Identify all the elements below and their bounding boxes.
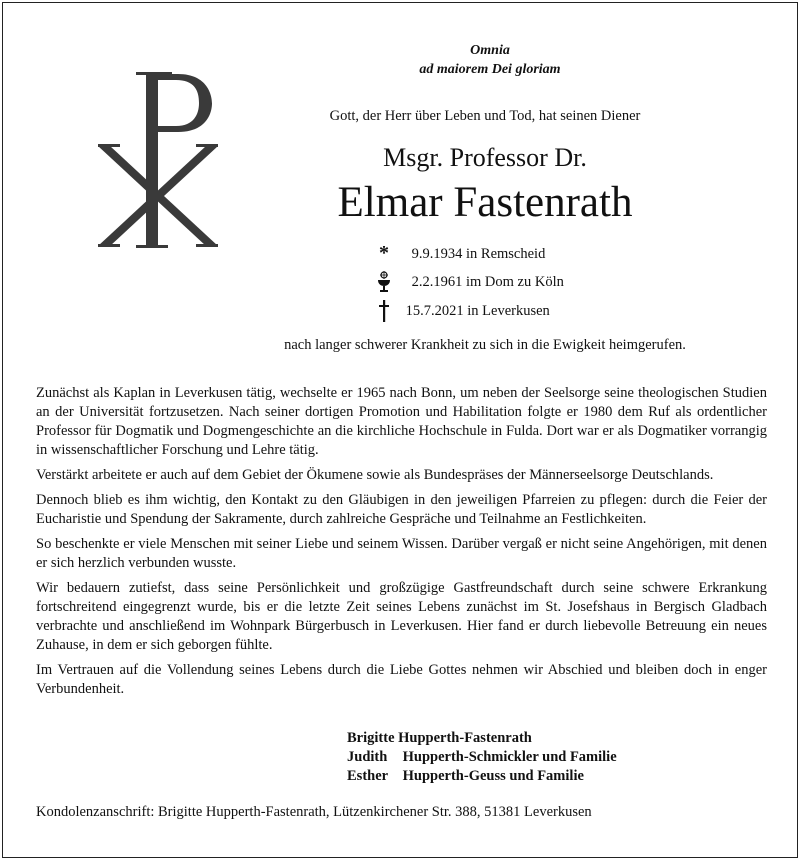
ordination-row [376,271,564,295]
signatory-surname: Hupperth-Geuss und Familie [402,768,584,784]
signatory [347,748,617,767]
biography-paragraph: Im Vertrauen auf die Vollendung seines Lebens durch die Liebe Gottes nehmen wir Abschied und bleiben doch in enger Verbundenheit. [36,662,767,697]
chi-rho-icon [98,68,218,253]
signatory-first-name: Brigitte [347,730,395,746]
biography-paragraph: Wir bedauern zutiefst, dass seine Persönlichkeit und großzügige Gastfreundschaft durch seine schwere Erkrankung fortschreitend eingegrenzt wurde, bis er die letzte Zeit seines Lebens zunächst im St. Josefshaus in Bergisch Gladbach verbrachte und anschließend im Wohnpark Bürgerbusch in Leverkusen. Hier fand er durch liebevolle Betreuung ein neues Zuhause, in dem er sich geborgen fühlte. [36,580,767,653]
called-home-line: nach langer schwerer Krankheit zu sich in die Ewigkeit heimgerufen. [284,337,686,353]
death-row [376,300,550,324]
signatory [347,767,617,786]
academic-title: Msgr. Professor Dr. [383,143,587,172]
signatory-first-name: Esther [347,768,389,784]
signatory-surname: Hupperth-Schmickler und Familie [402,749,617,765]
birth-row [376,243,545,267]
asterisk-birth-icon: * [379,242,389,264]
signatory-first-name: Judith [347,749,388,765]
condolence-address: Kondolenzanschrift: Brigitte Hupperth-Fastenrath, Lützenkirchener Str. 388, 51381 Leverkusen [36,804,592,820]
signatory [347,729,617,748]
motto-line-1: Omnia [470,43,510,58]
intro-line: Gott, der Herr über Leben und Tod, hat seinen Diener [329,108,641,124]
birth-text: 9.9.1934 in Remscheid [411,246,546,262]
chalice-ordination-icon [376,271,392,298]
deceased-name: Elmar Fastenrath [337,179,633,226]
death-text: 15.7.2021 in Leverkusen [405,303,550,319]
biography-paragraph: Dennoch blieb es ihm wichtig, den Kontakt zu den Gläubigen in den jeweiligen Pfarreien zu pflegen: durch die Feier der Eucharistie und Spendung der Sakramente, durch zahlreiche Gespräche und Teilnahme an Festlichkeiten. [36,492,767,527]
signatory-surname: Hupperth-Fastenrath [398,730,532,746]
motto-line-2: ad maiorem Dei gloriam [419,62,561,77]
biography-paragraph: Zunächst als Kaplan in Leverkusen tätig, wechselte er 1965 nach Bonn, um neben der Seelsorge seine theologischen Studien an der Universität fortzusetzen. Nach seiner dortigen Promotion und Habilitation folgte er 1980 dem Ruf als ordentlicher Professor für Dogmatik und Dogmengeschichte an die kirchliche Hochschule in Fulda. Dort war er als Dogmatiker vorrangig in wissenschaftlicher Forschung und Lehre tätig. [36,385,767,458]
dagger-cross-death-icon [376,300,392,327]
biography-text [36,384,767,705]
biography-paragraph: So beschenkte er viele Menschen mit seiner Liebe und seinem Wissen. Darüber vergaß er nicht seine Angehörigen, mit denen er sich herzlich verbunden wusste. [36,536,767,571]
ordination-text: 2.2.1961 im Dom zu Köln [411,274,564,290]
biography-paragraph: Verstärkt arbeitete er auch auf dem Gebiet der Ökumene sowie als Bundespräses der Männerseelsorge Deutschlands. [36,467,714,483]
signatories [347,729,617,786]
